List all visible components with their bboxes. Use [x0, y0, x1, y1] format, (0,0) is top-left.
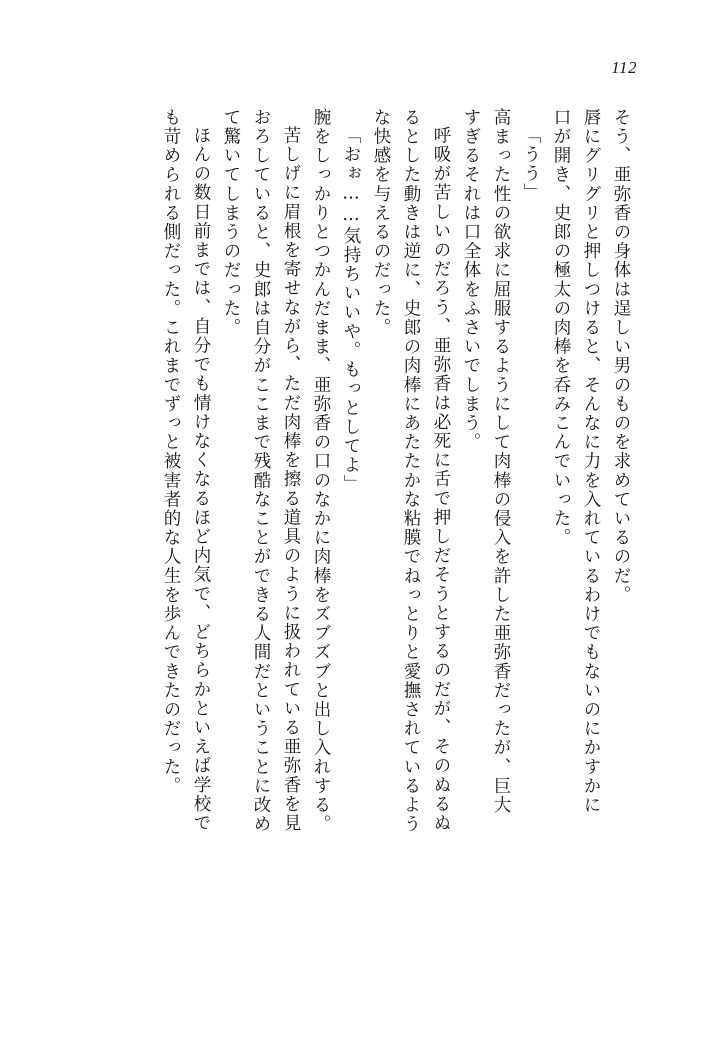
text-line: も苛められる側だった。これまでずっと被害者的な人生を歩んできたのだった。 — [161, 108, 181, 796]
text-line: 高まった性の欲求に屈服するようにして肉棒の侵入を許した亜弥香だったが、巨大 — [491, 108, 511, 815]
text-line: ほんの数日前までは、自分でも情けなくなるほど内気で、どちらかといえば学校で — [191, 126, 211, 833]
text-line: 腕をしっかりとつかんだまま、亜弥香の口のなかに肉棒をズブズブと出し入れする。 — [311, 108, 331, 834]
text-line: 「うう」 — [521, 126, 541, 203]
text-line: すぎるそれは口全体をふさいでしまう。 — [461, 108, 481, 452]
text-line: おろしていると、史郎は自分がここまで残酷なことができる人間だということに改め — [251, 108, 271, 834]
text-line: るとした動きは逆に、史郎の肉棒にあたたかな粘膜でねっとりと愛撫されているよう — [401, 108, 421, 834]
text-line: そう、亜弥香の身体は逞しい男のものを求めているのだ。 — [611, 108, 631, 605]
text-line: 口が開き、史郎の極太の肉棒を呑みこんでいった。 — [551, 108, 571, 548]
text-line: 「おぉ……気持ちいいや。もっとしてよ」 — [341, 126, 361, 494]
body-text — [88, 108, 636, 988]
text-line: 呼吸が苦しいのだろう、亜弥香は必死に舌で押しだそうとするのだが、そのぬるぬ — [431, 126, 451, 833]
text-line: 唇にグリグリと押しつけると、そんなに力を入れているわけでもないのにかすかに — [581, 108, 601, 815]
text-line: て驚いてしまうのだった。 — [221, 108, 241, 338]
page-number: 112 — [611, 58, 637, 77]
text-line: 苦しげに眉根を寄せながら、ただ肉棒を擦る道具のように扱われている亜弥香を見 — [281, 126, 301, 833]
text-line: な快感を与えるのだった。 — [371, 108, 391, 338]
